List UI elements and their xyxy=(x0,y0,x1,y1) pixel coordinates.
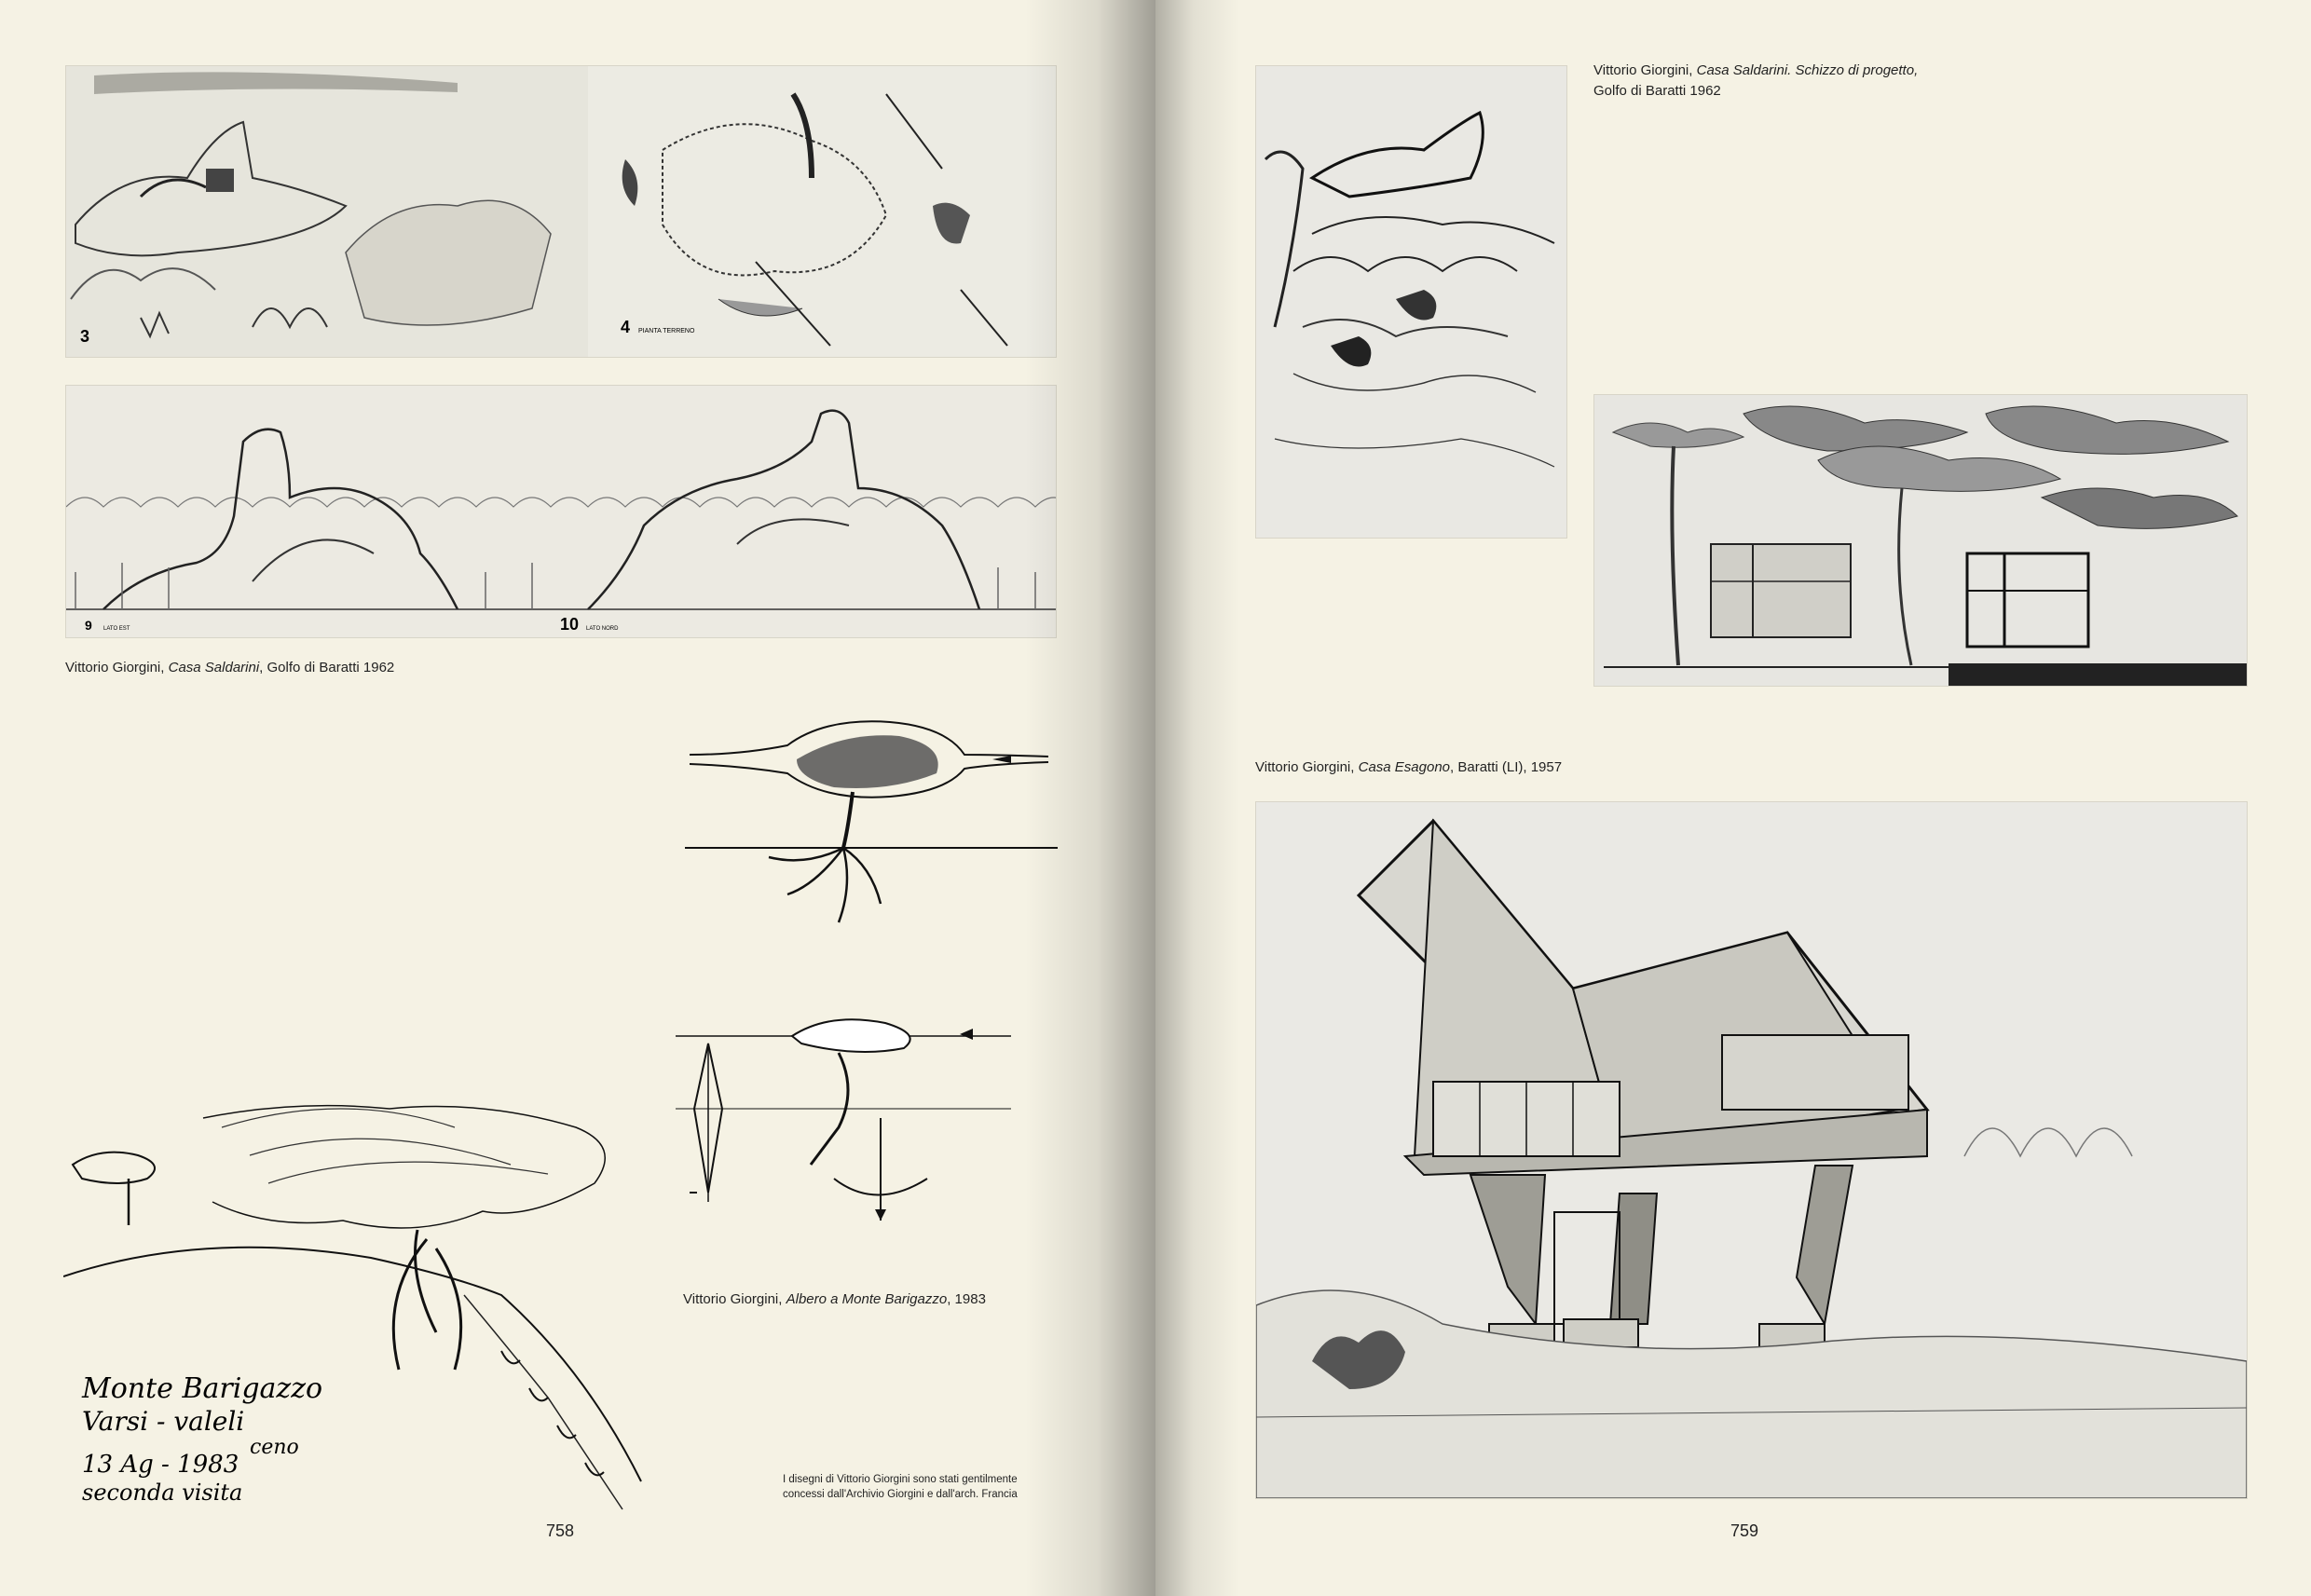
label-3: 3 xyxy=(80,327,90,346)
label-lato-est: LATO EST xyxy=(103,626,130,632)
hand-note-2: Varsi - valeli xyxy=(82,1406,245,1437)
figure-tree-diagram-top xyxy=(685,717,1058,941)
label-9: 9 xyxy=(85,618,92,633)
caption-casa-esagono xyxy=(1255,757,1562,778)
caption-title: Casa Esagono xyxy=(1358,759,1451,775)
figure-albero-monte-barigazzo xyxy=(63,1090,678,1519)
caption-author: Vittorio Giorgini, xyxy=(1255,759,1359,775)
page-number-right: 759 xyxy=(1730,1521,1759,1540)
caption-rest: , Baratti (LI), 1957 xyxy=(1450,759,1563,775)
caption-title: Albero a Monte Barigazzo xyxy=(786,1291,948,1307)
caption-albero-monte-barigazzo xyxy=(683,1289,986,1310)
figure-casa-esagono-perspective xyxy=(1255,801,2248,1499)
credit-line-2: concessi dall'Archivio Giorgini e dall'arch. Francia xyxy=(783,1489,1018,1500)
credit-line-1: I disegni di Vittorio Giorgini sono stati gentilmente xyxy=(783,1474,1018,1485)
credit-note xyxy=(783,1472,1081,1502)
caption-title: Casa Saldarini. Schizzo di progetto, xyxy=(1696,62,1919,78)
figure-casa-saldarini-elevations xyxy=(65,385,1057,638)
hand-note-1: Monte Barigazzo xyxy=(82,1372,323,1405)
caption-author: Vittorio Giorgini, xyxy=(683,1291,786,1307)
caption-rest: , 1983 xyxy=(947,1291,986,1307)
figure-casa-saldarini-schizzo xyxy=(1255,65,1567,539)
label-4: 4 xyxy=(621,318,631,336)
figure-casa-saldarini-plan xyxy=(65,65,1057,358)
caption-author: Vittorio Giorgini, xyxy=(1593,62,1697,78)
hand-note-3: ceno xyxy=(250,1436,299,1459)
caption-author: Vittorio Giorgini, xyxy=(65,660,169,675)
figure-tree-force-diagram xyxy=(671,1016,1016,1230)
right-page xyxy=(1156,0,2311,1596)
caption-casa-saldarini xyxy=(65,658,394,678)
caption-rest: , Golfo di Baratti 1962 xyxy=(259,660,395,675)
label-10: 10 xyxy=(560,615,580,634)
label-pianta: PIANTA TERRENO xyxy=(638,328,695,334)
hand-note-5: seconda visita xyxy=(82,1480,243,1506)
caption-casa-saldarini-schizzo xyxy=(1593,61,1918,102)
caption-title: Casa Saldarini xyxy=(168,660,260,675)
label-lato-nord: LATO NORD xyxy=(586,626,619,632)
figure-pine-trees-elevation xyxy=(1593,394,2248,687)
hand-note-4: 13 Ag - 1983 xyxy=(82,1451,239,1479)
page-number-left: 758 xyxy=(546,1521,575,1540)
caption-line-2: Golfo di Baratti 1962 xyxy=(1593,83,1721,99)
